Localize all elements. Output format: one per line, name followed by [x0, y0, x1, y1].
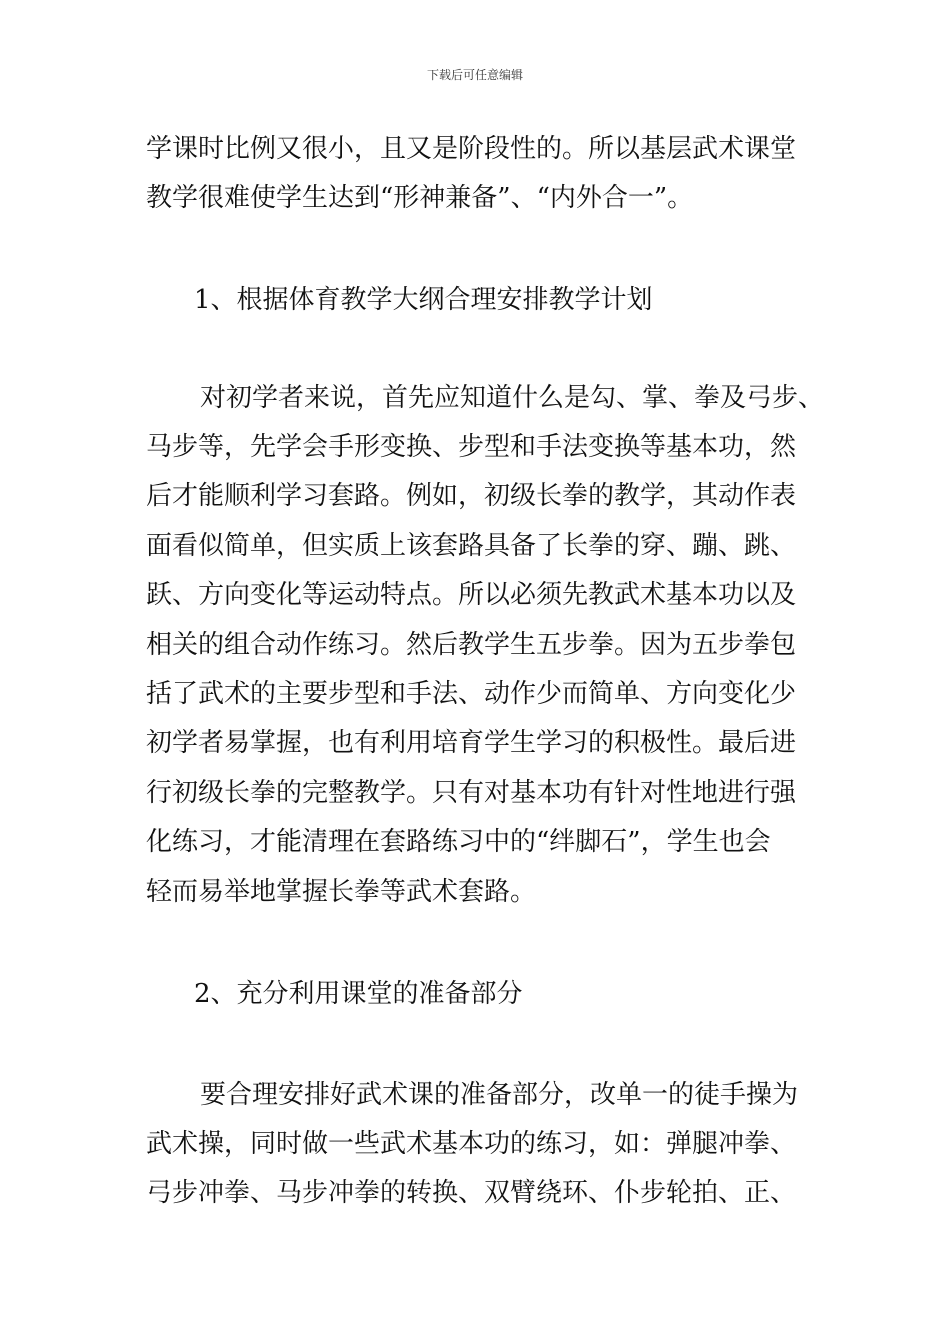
- body-line: 后才能顺利学习套路。例如，初级长拳的教学，其动作表: [146, 481, 797, 511]
- body-line: 相关的组合动作练习。然后教学生五步拳。因为五步拳包: [146, 630, 797, 660]
- section-heading-1: 1、根据体育教学大纲合理安排教学计划: [194, 285, 653, 315]
- body-line: 面看似简单，但实质上该套路具备了长拳的穿、蹦、跳、: [146, 531, 797, 561]
- section-heading-2: 2、充分利用课堂的准备部分: [194, 979, 523, 1009]
- body-line: 弓步冲拳、马步冲拳的转换、双臂绕环、仆步轮拍、正、: [146, 1178, 797, 1208]
- body-line: 跃、方向变化等运动特点。所以必须先教武术基本功以及: [146, 580, 797, 610]
- body-line: 武术操，同时做一些武术基本功的练习，如：弹腿冲拳、: [146, 1129, 797, 1159]
- page-header-note: 下载后可任意编辑: [426, 68, 523, 82]
- body-line: 轻而易举地掌握长拳等武术套路。: [146, 877, 537, 907]
- body-line: 教学很难使学生达到“形神兼备”、“内外合一”。: [146, 183, 694, 213]
- body-line: 初学者易掌握，也有利用培育学生学习的积极性。最后进: [146, 728, 797, 758]
- body-line: 学课时比例又很小，且又是阶段性的。所以基层武术课堂: [146, 134, 797, 164]
- body-line: 马步等，先学会手形变换、步型和手法变换等基本功，然: [146, 432, 797, 462]
- body-line: 化练习，才能清理在套路练习中的“绊脚石”，学生也会: [146, 827, 771, 857]
- body-line: 括了武术的主要步型和手法、动作少而简单、方向变化少: [146, 679, 797, 709]
- body-line: 要合理安排好武术课的准备部分，改单一的徒手操为: [200, 1080, 799, 1110]
- body-line: 行初级长拳的完整教学。只有对基本功有针对性地进行强: [146, 778, 797, 808]
- body-line: 对初学者来说，首先应知道什么是勾、掌、拳及弓步、: [200, 383, 825, 413]
